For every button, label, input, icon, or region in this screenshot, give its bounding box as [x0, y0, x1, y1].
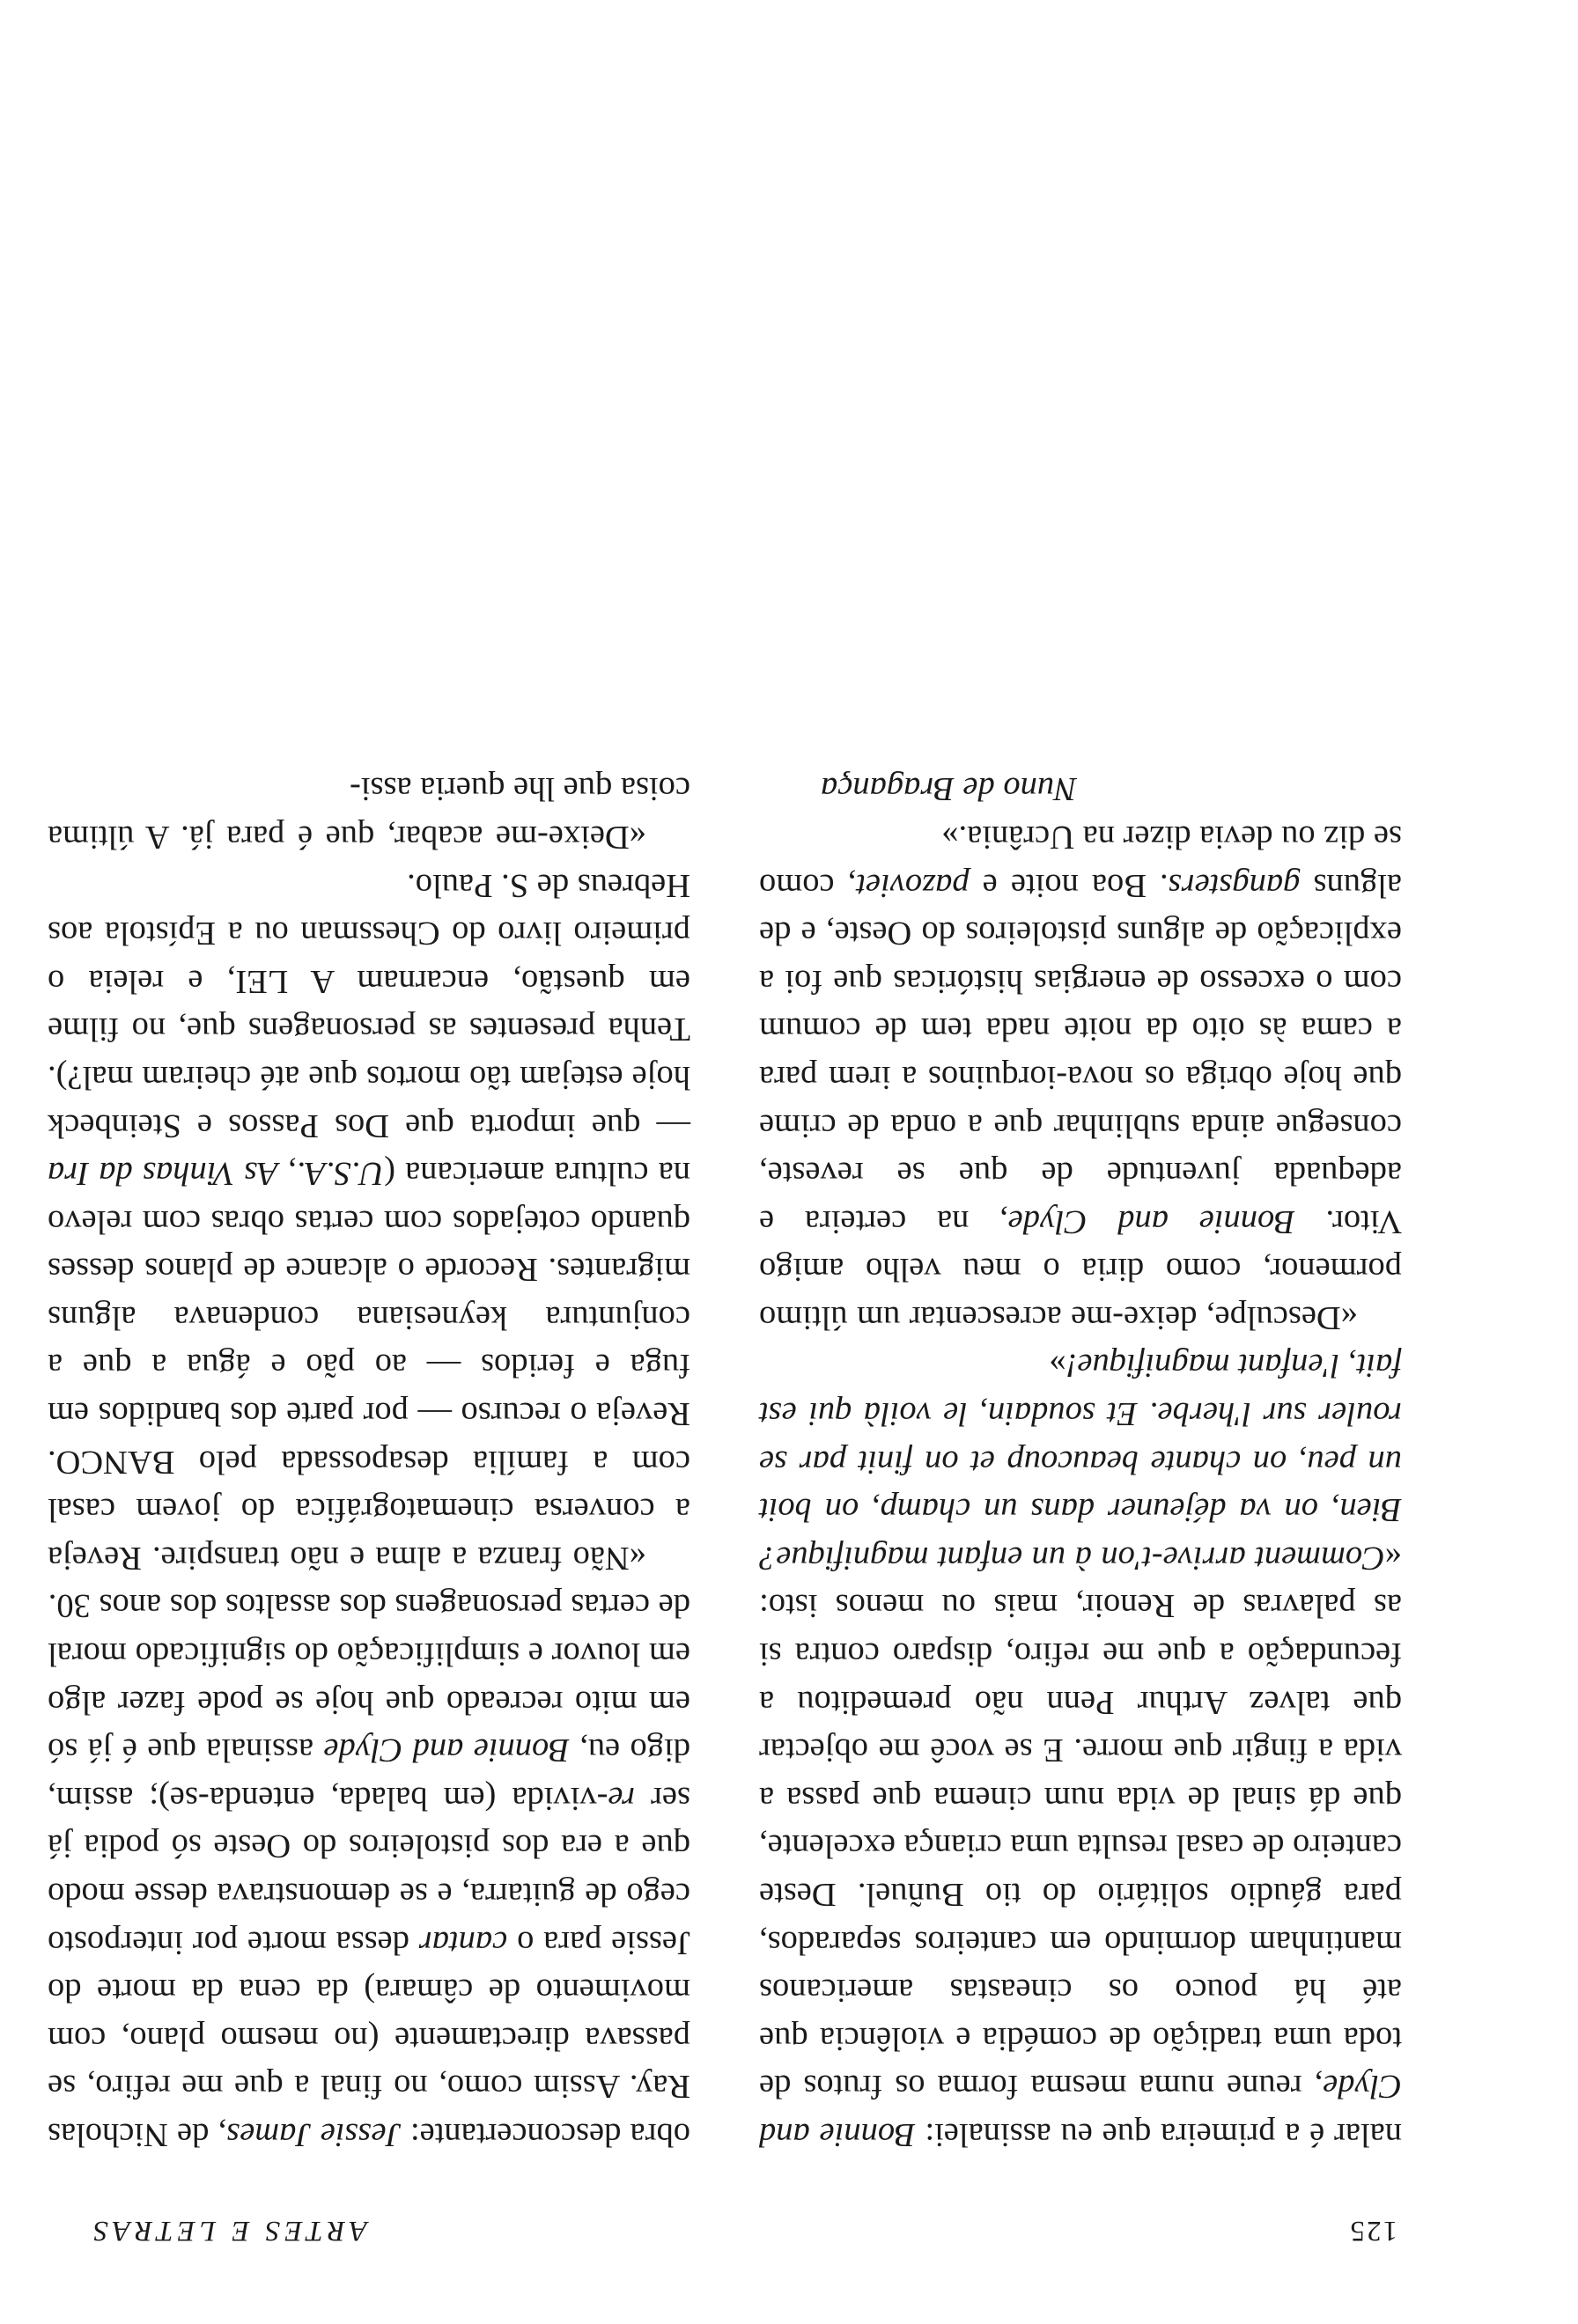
paragraph: «Desculpe, deixe-me acrescentar um último pormenor, como diria o meu velho amigo Vitor. Bonnie and Clyde, na certeira e adequada juventude de que se revestе, consegue ainda sublinhar que a onda de crime que hoje obriga os nova-iorquinos a irem para a cama às oito da noite nada tem de comum com o excesso de energias históricas que foi a explicação de alguns pistoleiros do Oeste, e de alguns gangsters. Boa noite e pazoviet, como se diz ou devia dizer na Ucrânia.»: [759, 818, 1402, 1336]
page-header: [0, 2203, 1578, 2247]
right-column: [48, 765, 690, 2159]
paragraph: obra desconcertante: Jessie James, de Nicholas Ray. Assim como, no final a que me refiro, se passava directamente (no mesmo plano, com movimento de câmara) da cena da morte do Jessie para o cantar dessa morte por interposto cego de guitarra, e se demonstrava desse modo que a era dos pistoleiros do Oeste só podia já ser re-vivida (em balada, entenda-se); assim, digo eu, Bonnie and Clyde assinala que é já só em mito recreado que hoje se pode fazer algo em louvor e simplificação do significado moral de certas personagens dos assaltos dos anos 30.: [47, 1587, 690, 2153]
left-column: [759, 765, 1402, 2159]
page-number: 125: [1348, 2215, 1397, 2247]
paragraph: nalar é a primeira que eu assinalei: Bonnie and Clyde, reune numa mesma forma os frutos de toda uma tradição de comédia e violência que até há pouco os cineastas americanos mantinham dormindo em canteiros separados, para gáudio solitário do tio Buñuel. Deste canteiro de casal resulta uma criança excelente, que dá sinal de vida num cinema que passa a vida a fingir que morre. E se você me objectar que talvez Arthur Penn não premeditou a fecundação a que me refiro, disparo contra si as palavras de Renoir, mais ou menos isto: «Comment arrive-t'on à un enfant magnifique? Bien, on va déjeuner dans un champ, on boit un peu, on chante beaucoup et on finit par se rouler sur l'herbe. Et soudain, le voilà qui est fait, l'enfant magnifique!»: [759, 1347, 1402, 2153]
paragraph: «Deixe-me acabar, que é para já. A última coisa que lhe queria assi-: [48, 770, 690, 856]
author-signature: Nuno de Bragança: [821, 770, 1077, 808]
paragraph: «Não franza a alma e não transpire. Reveja a conversa cinematográfica do jovem casal com a família desapossada pelo BANCO. Reveja o recurso — por parte dos bandidos em fuga e feridos — ao pão e água a que a conjuntura keynesiana condenava alguns migrantes. Recorde o alcance de planos desses quando cotejados com certas obras com relevo na cultura americana (U.S.A., As Vinhas da Ira — que importa que Dos Passos e Steinbeck hoje estejam tão mortos que até cheiram mal?). Tenha presentes as personagens que, no filme em questão, encarnam A LEI, e releia o primeiro livro do Chessman ou a Epístola aos Hebreus de S. Paulo.: [48, 866, 690, 1577]
running-head: ARTES E LETRAS: [89, 2215, 367, 2247]
